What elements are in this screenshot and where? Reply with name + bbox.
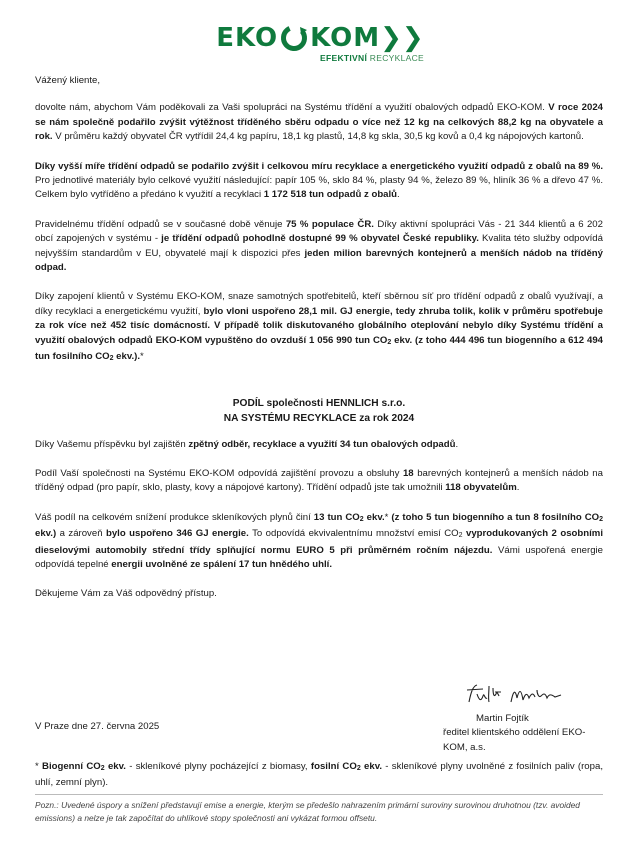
text: 13 tun CO — [313, 511, 360, 523]
text: ekv. — [363, 511, 385, 523]
text: - skleníkové plyny pocházející z biomasy, — [125, 761, 311, 772]
logo-word-left: EKO — [216, 22, 279, 53]
subscript: 2 — [109, 355, 114, 363]
logo-wordmark — [216, 23, 423, 53]
subscript: 2 — [458, 532, 463, 540]
text: a zároveň — [56, 528, 106, 540]
text-bold — [42, 761, 126, 772]
text-bold: vyprodukovaných 2 osobními dieselovými automobily střední třídy splňující normu EURO 5 při průměrném ročním nájezdu. — [35, 528, 603, 556]
text-bold: 18 — [402, 467, 414, 479]
text: Vámi uspořená energie odpovídá tepelné — [35, 544, 603, 570]
text: V průměru každý obyvatel ČR vytřídil 24,4 kg papíru, 18,1 kg plastů, 14,8 kg skla, 30,5 kg kovů a 0,4 kg nápojových kartonů. — [52, 131, 584, 143]
subscript: 2 — [599, 515, 603, 523]
text: Váš podíl na celkovém snížení produkce skleníkových plynů činí — [35, 511, 314, 523]
text-bold: zpětný odběr, recyklace a využití 34 tun obalových odpadů — [188, 438, 456, 450]
text-bold: 1 172 518 tun odpadů z obalů — [263, 189, 398, 201]
signature-block — [35, 682, 603, 753]
paragraph-population — [35, 218, 603, 276]
subscript: 2 — [387, 338, 392, 346]
signer-title: ředitel klientského oddělení EKO-KOM, a.s. — [443, 727, 586, 753]
text-bold: 118 obyvatelům — [445, 482, 517, 494]
text: ekv. — [104, 761, 126, 772]
section-heading — [35, 396, 603, 426]
heading-line-2: NA SYSTÉMU RECYKLACE za rok 2024 — [223, 412, 415, 424]
divider — [35, 794, 603, 795]
paragraph-recycling-rate — [35, 160, 603, 203]
logo-word-right: KOM — [310, 22, 381, 53]
text-bold: je třídění odpadů pohodlně dostupné 99 % obyvatel České republiky. — [161, 233, 479, 245]
note: Pozn.: Uvedené úspory a snížení představují emise a energie, kterým se předešlo nahrazením primární suroviny surovinou druhotnou (tzv. avoided emissions) a nelze je tak započítat do uhlíkové stopy společnosti ani vykázat formou offsetu. — [35, 800, 580, 823]
text: Díky aktivní spolupráci Vás - 21 344 klientů a 6 202 obcí zapojených v systému - — [35, 218, 603, 245]
text: Biogenní CO — [42, 761, 101, 772]
text: fosilní CO — [310, 761, 357, 772]
text-bold: bylo uspořeno 346 GJ energie. — [105, 528, 249, 540]
text: * — [384, 511, 392, 523]
logo-tagline — [320, 51, 424, 65]
paragraph-intro — [35, 101, 603, 144]
text: Pravidelnému třídění odpadů se v současné době věnuje — [35, 218, 286, 230]
text: Pro jednotlivé materiály bylo celkové využití následující: papír 105 %, sklo 84 %, plasty 94 %, železo 89 %, hliník 36 % a dřevo 47 %. Celkem bylo vytříděno a předáno k využití a recyklaci — [35, 175, 603, 201]
subscript: 2 — [356, 765, 361, 772]
recycle-ring-icon — [280, 24, 308, 52]
text-bold: Díky vyšší míře třídění odpadů se podařilo zvýšit i celkovou míru recyklace a energetického využití odpadů z obalů na 89 %. — [35, 160, 603, 172]
text: dovolte nám, abychom Vám poděkovali za Vaši spolupráci na Systému třídění a využití obalových odpadů EKO-KOM. — [35, 102, 545, 114]
text: ekv.). — [113, 351, 141, 363]
paragraph-energy-savings — [35, 290, 603, 366]
greeting: Vážený kliente, — [35, 75, 101, 86]
place-and-date: V Praze dne 27. června 2025 — [35, 721, 160, 732]
text: (z toho 5 tun biogenního a tun 8 fosilního CO — [391, 511, 600, 523]
text-bold: energii uvolněné ze spálení 17 tun hnědého uhlí. — [111, 558, 332, 570]
text: * — [35, 761, 43, 772]
text-bold: 75 % populace ČR. — [285, 218, 374, 230]
text: . — [516, 482, 520, 494]
text: To odpovídá ekvivalentnímu množství emisí CO — [248, 528, 459, 540]
text: * — [140, 351, 144, 363]
text-bold: V roce 2024 se nám společně podařilo zvýšit výtěžnost tříděného sběru odpadu o více než 12 kg na celkových 88,2 kg na obyvatele a rok. — [35, 102, 604, 143]
text: Podíl Vaší společnosti na Systému EKO-KOM odpovídá zajištění provozu a obsluhy — [35, 467, 403, 479]
tagline-light: RECYKLACE — [369, 52, 424, 63]
text: Kvalita této služby odpovídá nejvyšším standardům v EU, obyvatelé mají k dispozici přes — [35, 233, 603, 259]
text: . — [397, 189, 400, 201]
heading-line-1: PODÍL společnosti HENNLICH s.r.o. — [232, 397, 406, 409]
chevron-right-icon: ❯❯ — [380, 22, 424, 53]
text: ekv. — [360, 761, 382, 772]
footnote — [35, 760, 603, 791]
text-bold — [314, 512, 385, 523]
text: ekv. (z toho 444 496 tun biogenního a 612 494 tun fosilního CO — [35, 334, 603, 363]
paragraph-contribution — [35, 438, 603, 452]
subscript: 2 — [100, 765, 105, 772]
text: . — [455, 438, 459, 450]
letter-body — [35, 74, 603, 602]
signer-name: Martin Fojtík — [476, 713, 529, 724]
handwritten-signature — [463, 682, 573, 708]
signer — [443, 712, 603, 755]
text: Díky Vašemu příspěvku byl zajištěn — [35, 438, 189, 450]
text: ekv.) — [35, 528, 57, 540]
text: bylo vloni uspořeno 28,1 mil. GJ energie, tedy zhruba tolik, kolik v průměru spotřebuje za rok více než 452 tisíc domácností. V případě tolik diskutovaného globálního oteplování nebylo díky Systému třídění a využití obalových odpadů EKO-KOM vypuštěno do ovzduší 1 056 990 tun CO — [35, 305, 604, 346]
closing-line: Děkujeme Vám za Váš odpovědný přístup. — [35, 588, 217, 600]
text: barevných kontejnerů a menších nádob na tříděný odpad (pro papír, sklo, plasty, kovy a nápojové kartony). Třídění odpadů jste tak umožnili — [35, 467, 603, 494]
subscript: 2 — [359, 515, 364, 523]
tagline-bold: EFEKTIVNÍ — [320, 52, 368, 63]
paragraph-containers — [35, 467, 603, 496]
paragraph-emissions — [35, 511, 603, 573]
text-bold — [311, 761, 382, 772]
eko-kom-logo — [204, 16, 436, 72]
text-bold: jeden milion barevných kontejnerů a menších nádob na tříděný odpad. — [35, 247, 603, 274]
text: - skleníkové plyny uvolněné z fosilních paliv (ropa, uhlí, zemní plyn). — [35, 761, 603, 789]
text: Díky zapojení klientů v Systému EKO-KOM, snaze samotných spotřebitelů, kteří sběrnou síť pro třídění odpadů z obalů využívají, a díky recyklaci a energetickému využití, — [35, 291, 603, 317]
